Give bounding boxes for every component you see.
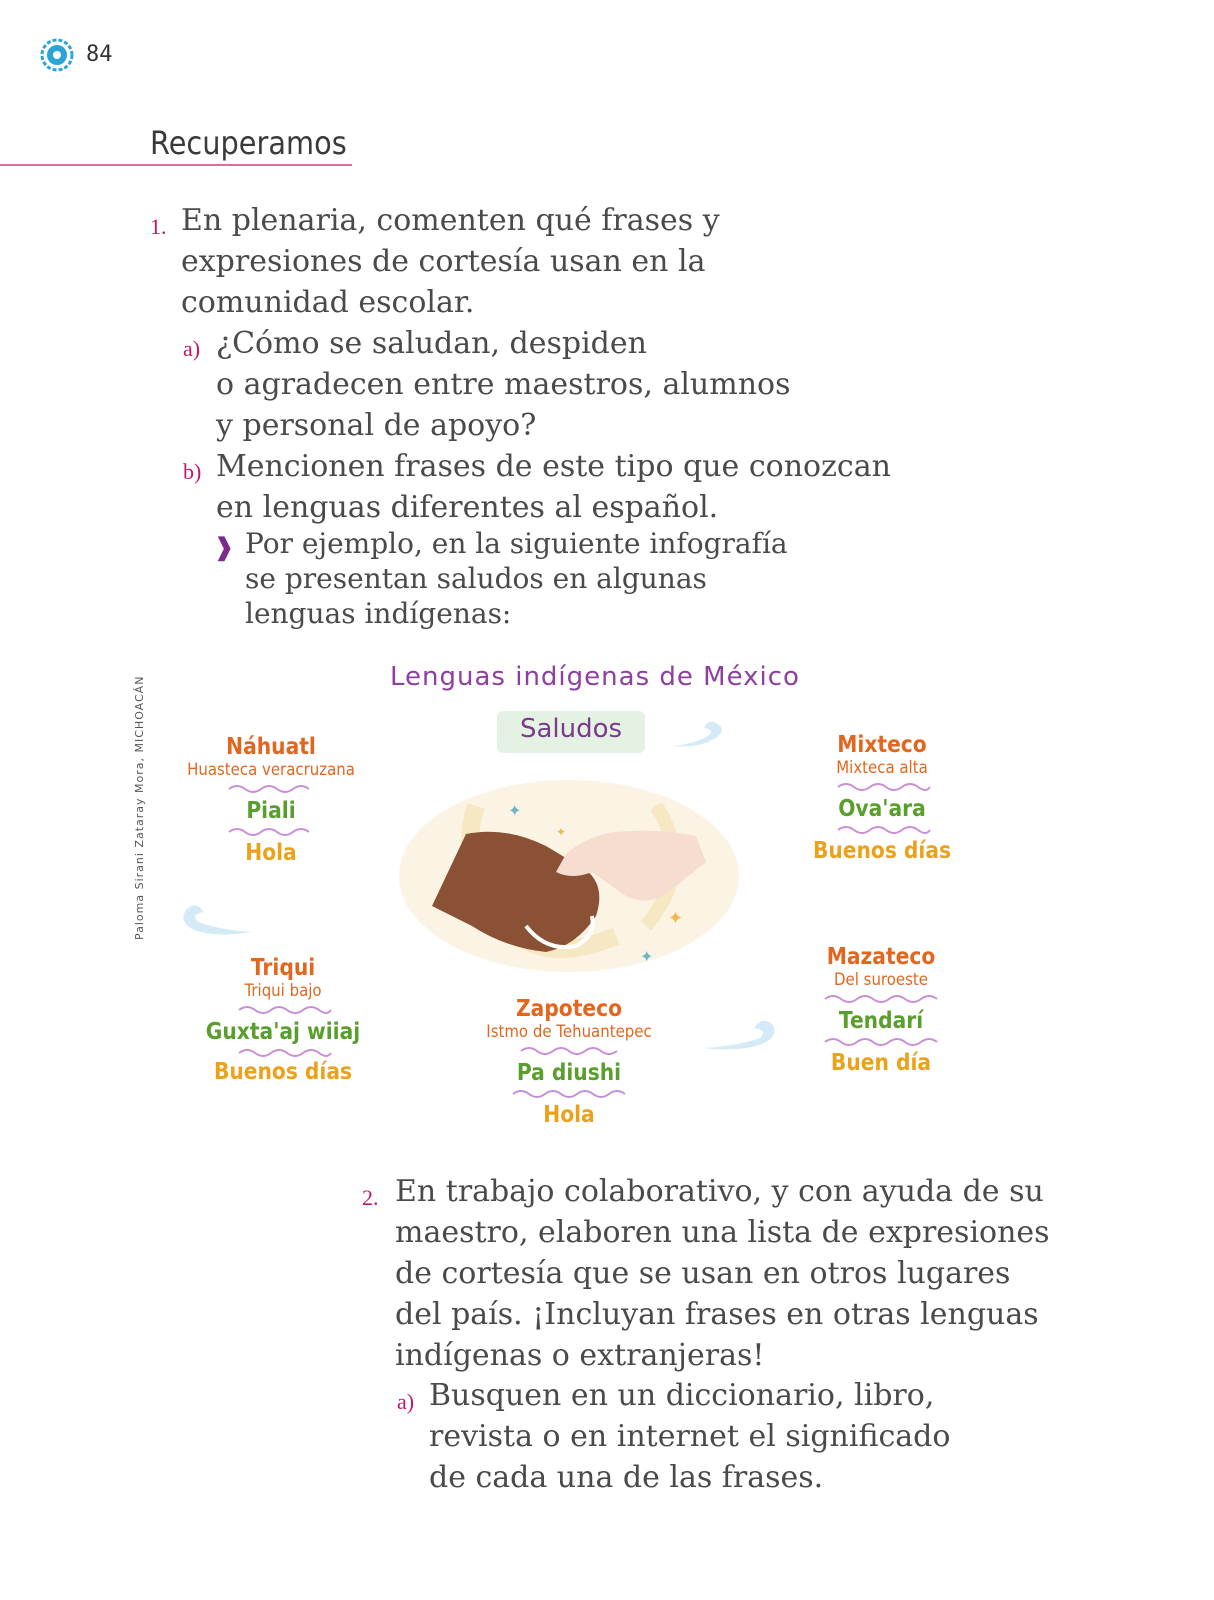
question-2-line: del país. ¡Incluyan frases en otras lenguas <box>395 1297 1039 1332</box>
bullet-line: lenguas indígenas: <box>245 597 512 630</box>
wavy-divider <box>782 822 982 838</box>
page-number: 84 <box>86 42 113 67</box>
handshake-illustration <box>396 776 742 976</box>
item-b-letter: b) <box>183 459 202 484</box>
question-2-line: de cortesía que se usan en otros lugares <box>395 1256 1011 1291</box>
title-underline <box>0 164 352 166</box>
language-name: Triqui <box>250 955 316 981</box>
question-1-line: En plenaria, comenten qué frases y <box>181 203 720 238</box>
item-2a-text <box>429 1375 950 1498</box>
language-name: Náhuatl <box>226 734 316 760</box>
wavy-divider <box>469 1086 669 1102</box>
cloud-icon <box>700 1016 782 1058</box>
greeting-word: Pa diushi <box>516 1060 622 1086</box>
question-1-text <box>181 200 720 323</box>
language-variant: Istmo de Tehuantepec <box>486 1022 652 1042</box>
svg-text:✦: ✦ <box>556 825 567 839</box>
question-1-number: 1. <box>150 214 167 239</box>
bullet-text <box>245 526 788 631</box>
question-2-line: maestro, elaboren una lista de expresiones <box>395 1215 1050 1250</box>
question-2-number: 2. <box>362 1185 379 1210</box>
language-variant: Triqui bajo <box>244 981 322 1001</box>
saludos-label: Saludos <box>519 714 623 744</box>
greeting-word: Tendarí <box>838 1008 924 1034</box>
infographic-title: Lenguas indígenas de México <box>390 662 800 692</box>
language-card-triqui <box>183 955 383 1085</box>
language-card-zapoteco <box>469 996 669 1128</box>
wavy-divider <box>183 1045 383 1059</box>
cloud-icon <box>668 718 734 754</box>
item-b-line: Mencionen frases de este tipo que conozcan <box>216 449 891 484</box>
svg-text:✦: ✦ <box>508 801 522 820</box>
greeting-translation: Buenos días <box>812 838 952 864</box>
language-name: Mixteco <box>837 732 927 758</box>
language-variant: Del suroeste <box>834 970 928 990</box>
section-title: Recuperamos <box>150 124 347 162</box>
svg-text:✦: ✦ <box>640 947 654 966</box>
item-a-text <box>216 323 790 446</box>
illustration-credit: Paloma Sirani Zataray Mora, MICHOACÁN <box>133 675 146 940</box>
item-a-line: ¿Cómo se saludan, despiden <box>216 326 647 361</box>
question-2-line: En trabajo colaborativo, y con ayuda de su <box>395 1174 1044 1209</box>
item-2a-letter: a) <box>397 1389 415 1414</box>
item-2a-line: Busquen en un diccionario, libro, <box>429 1378 935 1413</box>
greeting-translation: Buenos días <box>213 1059 353 1085</box>
wavy-divider <box>781 990 981 1008</box>
language-card-nahuatl <box>171 734 371 866</box>
item-2a-line: revista o en internet el significado <box>429 1419 951 1454</box>
language-variant: Mixteca alta <box>836 758 928 778</box>
item-b-line: en lenguas diferentes al español. <box>216 490 719 525</box>
bullet-line: Por ejemplo, en la siguiente infografía <box>245 527 788 560</box>
wavy-divider <box>171 824 371 840</box>
greeting-translation: Buen día <box>830 1050 932 1076</box>
greeting-word: Guxta'aj wiiaj <box>205 1019 361 1045</box>
item-a-letter: a) <box>183 336 201 361</box>
svg-text:✦: ✦ <box>668 908 684 929</box>
item-b-text <box>216 446 891 528</box>
wavy-divider <box>781 1034 981 1050</box>
greeting-translation: Hola <box>245 840 297 866</box>
language-variant: Huasteca veracruzana <box>187 760 355 780</box>
item-a-line: o agradecen entre maestros, alumnos <box>216 367 791 402</box>
wavy-divider <box>171 780 371 798</box>
question-2-line: indígenas o extranjeras! <box>395 1338 765 1373</box>
bullet-arrow-icon: ❱ <box>214 532 235 561</box>
language-name: Mazateco <box>826 944 936 970</box>
question-2-text <box>395 1171 1050 1376</box>
greeting-word: Ova'ara <box>838 796 926 822</box>
item-2a-line: de cada una de las frases. <box>429 1460 824 1495</box>
wavy-divider <box>782 778 982 796</box>
wavy-divider <box>469 1042 669 1060</box>
wavy-divider <box>183 1001 383 1019</box>
item-a-line: y personal de apoyo? <box>216 408 537 443</box>
question-1-line: comunidad escolar. <box>181 285 475 320</box>
greeting-translation: Hola <box>543 1102 595 1128</box>
greeting-word: Piali <box>246 798 296 824</box>
language-name: Zapoteco <box>515 996 623 1022</box>
cloud-icon <box>176 900 256 942</box>
question-1-line: expresiones de cortesía usan en la <box>181 244 706 279</box>
book-logo-icon <box>40 38 74 72</box>
bullet-line: se presentan saludos en algunas <box>245 562 707 595</box>
language-card-mazateco <box>781 944 981 1076</box>
language-card-mixteco <box>782 732 982 864</box>
